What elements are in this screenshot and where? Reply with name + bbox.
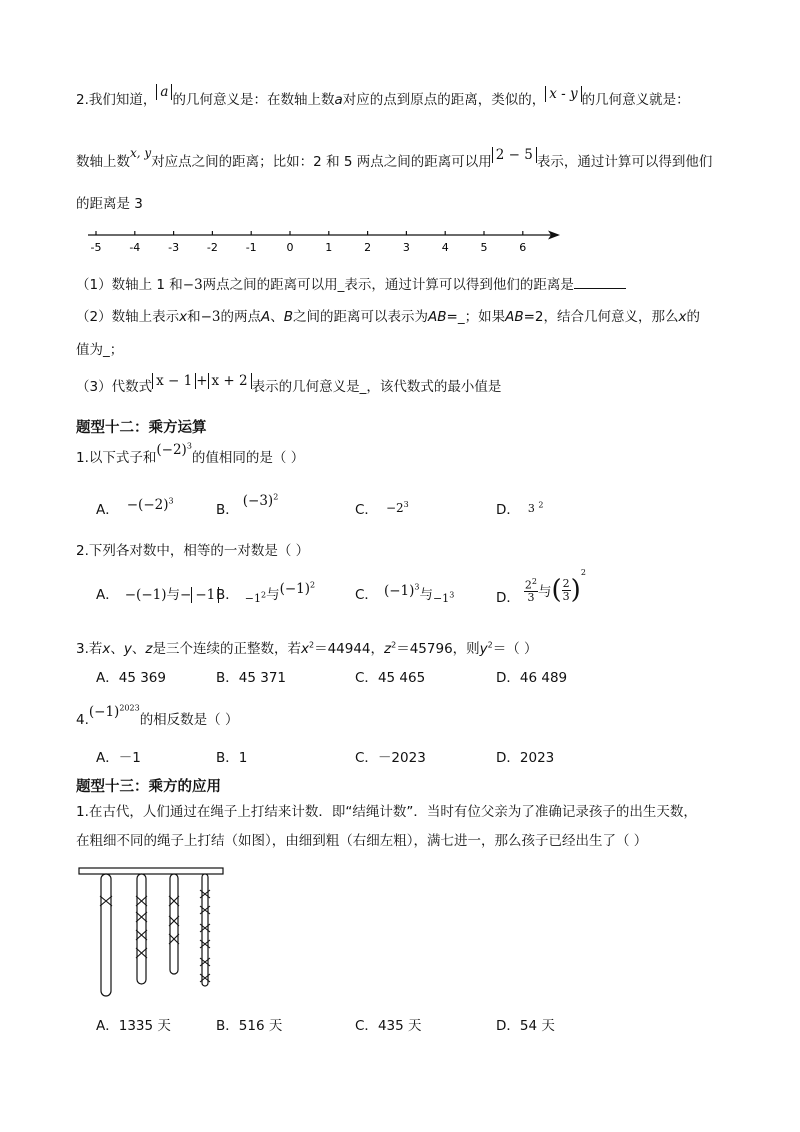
option-label: B．: [216, 750, 239, 766]
point-b: B: [283, 309, 294, 325]
q2-sub2-cont: 值为_；: [76, 342, 124, 358]
s12-q3-option-a[interactable]: [96, 666, 166, 686]
text: 、: [270, 309, 284, 325]
ab-label: AB: [505, 309, 524, 325]
s12-q1-stem: [76, 441, 305, 466]
var: y: [479, 641, 488, 657]
section-title-13: 题型十三：乘方的应用: [76, 779, 221, 795]
var-a: a: [334, 92, 343, 108]
expr-base: −2: [385, 501, 404, 515]
text: 对应点之间的距离；比如：2 和 5 两点之间的距离可以用: [151, 154, 492, 170]
option-text: 45 369: [118, 670, 166, 686]
option-label: C．: [355, 502, 378, 518]
s12-q3-option-d[interactable]: [496, 666, 567, 686]
s12-q1-option-d[interactable]: [496, 498, 544, 518]
text: _；如果: [457, 309, 506, 325]
text: 的: [686, 309, 700, 325]
s12-q4-option-c[interactable]: [355, 746, 426, 766]
s12-q2-option-a[interactable]: [96, 583, 219, 603]
q2-line2: [76, 146, 713, 170]
s12-q4-option-d[interactable]: [496, 746, 554, 766]
expr: −(−1): [124, 587, 167, 603]
abs-neg-1: −1: [191, 587, 219, 603]
var-x: x: [179, 309, 188, 325]
q2-sub1: [76, 273, 626, 293]
exponent: 2: [538, 500, 544, 510]
text: 之间的距离可以表示为: [293, 309, 429, 325]
s12-q4-stem: [76, 703, 239, 728]
expr: [156, 442, 192, 458]
fraction: [562, 578, 571, 603]
option-text: 516 天: [238, 1018, 283, 1034]
option-label: A．: [96, 587, 119, 603]
option-text: －2023: [377, 750, 426, 766]
text: 和: [187, 309, 201, 325]
exponent: 3: [414, 582, 420, 592]
exponent: 2: [308, 640, 315, 650]
number-line-label: -5: [90, 241, 102, 254]
abs-x-y: x - y: [545, 86, 581, 102]
expr-base: (−2): [156, 442, 187, 458]
option-text: 54 天: [519, 1018, 555, 1034]
text: 对应的点到原点的距离，类似的，: [342, 92, 546, 108]
neg-3: −3: [200, 309, 221, 325]
number-line-label: -1: [245, 241, 257, 254]
exponent: 2: [487, 640, 493, 650]
text: 与: [266, 587, 280, 603]
exponent: 3: [403, 500, 409, 509]
expr-base: −1: [432, 592, 450, 605]
s12-q2-stem: 2.下列各对数中，相等的一对数是（ ）: [76, 543, 310, 559]
text: 与: [419, 587, 433, 603]
numerator: 2: [524, 578, 532, 592]
s12-q1-option-c[interactable]: [355, 498, 409, 518]
option-label: D．: [496, 590, 520, 606]
s12-q3-option-c[interactable]: [355, 666, 425, 686]
text: 与: [166, 587, 180, 603]
exponent: 2: [260, 590, 267, 600]
text: ＝44944，: [314, 641, 385, 657]
knot-rope-figure: [78, 862, 228, 1002]
vars-xy: x, y: [130, 146, 152, 160]
number-line: [84, 226, 574, 256]
abs-2-5: 2 − 5: [492, 147, 537, 163]
text: 的相反数是（ ）: [139, 712, 239, 728]
s12-q2-option-c[interactable]: [355, 583, 454, 603]
text: 、: [110, 641, 124, 657]
var-x: x: [678, 309, 687, 325]
exponent: 3: [449, 590, 455, 600]
number-line-label: 1: [325, 241, 333, 254]
number-line-label: 0: [286, 241, 294, 254]
option-label: D．: [496, 670, 520, 686]
s13-q1-option-d[interactable]: [496, 1014, 555, 1034]
rope-bar: [79, 868, 223, 874]
q2-sub3: [76, 375, 501, 395]
text: 的两点: [220, 309, 261, 325]
exponent: 3: [186, 441, 192, 451]
option-label: D．: [496, 1018, 520, 1034]
option-text: 45 371: [238, 670, 287, 686]
s12-q3-option-b[interactable]: [216, 666, 286, 686]
option-label: B．: [216, 1018, 239, 1034]
s13-q1-option-a[interactable]: [96, 1014, 171, 1034]
section-title-12: 题型十二：乘方运算: [76, 420, 207, 436]
fraction: [524, 576, 538, 605]
number-line-label: 2: [364, 241, 372, 254]
text: 1.以下式子和: [76, 450, 157, 466]
expr-base: (−1): [88, 704, 120, 720]
s13-q1-option-b[interactable]: [216, 1014, 282, 1034]
answer-blank: [574, 276, 626, 289]
var: x: [300, 641, 309, 657]
denominator: 3: [527, 591, 535, 605]
exponent: 2: [580, 567, 586, 577]
text: 数轴上数: [76, 154, 130, 170]
exponent: 2: [391, 640, 397, 650]
option-label: A．: [96, 1018, 119, 1034]
text: ＝45796，则: [396, 641, 480, 657]
exponent: 2: [310, 580, 316, 590]
number-line-label: -2: [206, 241, 218, 254]
text: 4.: [76, 712, 89, 728]
text: 的几何意义就是：: [581, 92, 690, 108]
exponent: 2: [531, 576, 537, 586]
knots: [100, 890, 210, 982]
s13-q1-line1: 1.在古代，人们通过在绳子上打结来计数．即“结绳计数”．当时有位父亲为了准确记录孩子的出生天数，: [76, 804, 697, 820]
expr: −: [180, 587, 192, 603]
ab-label: AB=: [428, 309, 458, 325]
text: =2，结合几何意义，那么: [523, 309, 679, 325]
text: 的几何意义是：在数轴上数: [172, 92, 335, 108]
text: （3）代数式: [76, 379, 153, 395]
expr-base: −(−2): [126, 497, 169, 513]
option-label: D．: [496, 502, 520, 518]
denominator: 3: [562, 589, 570, 603]
option-label: A．: [96, 502, 119, 518]
number-line-label: -3: [168, 241, 180, 254]
option-label: A．: [96, 750, 119, 766]
option-text: －1: [118, 750, 141, 766]
s12-q4-option-b[interactable]: [216, 746, 247, 766]
var: x: [102, 641, 111, 657]
expr-base: −1: [244, 592, 261, 605]
option-text: 46 489: [519, 670, 568, 686]
option-label: C．: [355, 750, 378, 766]
option-label: B．: [216, 502, 239, 518]
option-label: C．: [355, 1018, 378, 1034]
option-label: B．: [216, 587, 239, 603]
number-line-label: 4: [441, 241, 449, 254]
expr-base: (−1): [383, 583, 415, 599]
option-label: A．: [96, 670, 119, 686]
option-label: C．: [355, 670, 378, 686]
option-label: B．: [216, 670, 239, 686]
s13-q1-option-c[interactable]: [355, 1014, 422, 1034]
numerator: 2: [562, 576, 570, 590]
plus: +: [196, 373, 208, 389]
q2-line1: [76, 84, 690, 108]
text: （2）数轴上表示: [76, 309, 180, 325]
var: z: [145, 641, 153, 657]
var: y: [123, 641, 132, 657]
option-text: 435 天: [377, 1018, 422, 1034]
s12-q4-option-a[interactable]: [96, 746, 141, 766]
text: 表示，通过计算可以得到他们: [536, 154, 713, 170]
option-label: D．: [496, 750, 520, 766]
text: 表示的几何意义是_，该代数式的最小值是: [251, 379, 502, 395]
exponent: 2: [273, 492, 279, 502]
text: 是三个连续的正整数，若: [152, 641, 301, 657]
number-line-label: -4: [129, 241, 141, 254]
text: 3.若: [76, 641, 103, 657]
option-text: 45 465: [377, 670, 426, 686]
text: 2.我们知道，: [76, 92, 157, 108]
point-a: A: [261, 309, 271, 325]
neg-3: −3: [182, 277, 203, 293]
q2-line3: 的距离是 3: [76, 196, 143, 212]
expr-base: 3: [527, 502, 535, 515]
exponent: 2023: [119, 703, 140, 713]
s12-q3-stem: [76, 637, 538, 657]
text: 、: [131, 641, 146, 657]
abs-x-minus-1: x − 1: [152, 373, 196, 389]
rope-2: [137, 874, 146, 984]
rope-1: [101, 874, 111, 996]
abs-a: a: [156, 84, 172, 100]
abs-x-plus-2: x + 2: [208, 373, 252, 389]
number-line-label: 5: [480, 241, 488, 254]
text: 两点之间的距离可以用_表示，通过计算可以得到他们的距离是: [202, 277, 574, 293]
q2-sub2: [76, 305, 700, 325]
s12-q1-option-a[interactable]: [96, 498, 174, 518]
expr-base: (−3): [242, 493, 274, 509]
text: 的值相同的是（ ）: [191, 450, 305, 466]
option-text: 1335 天: [118, 1018, 171, 1034]
text: 与: [538, 584, 552, 600]
number-line-label: 6: [519, 241, 527, 254]
exponent: 3: [168, 496, 174, 506]
text: ＝（ ）: [492, 641, 538, 657]
s12-q2-option-d[interactable]: D． $\frac{2^2}{3}$ 与( $\frac{2}{3}$ )$^2$: [496, 567, 586, 606]
option-text: 1: [238, 750, 248, 766]
expr-base: (−1): [279, 581, 311, 597]
option-label: C．: [355, 587, 378, 603]
s12-q1-option-b[interactable]: [216, 492, 279, 518]
s12-q2-option-b[interactable]: [216, 580, 316, 605]
var: z: [384, 641, 392, 657]
number-line-label: 3: [402, 241, 410, 254]
option-text: 2023: [519, 750, 555, 766]
s13-q1-line2: 在粗细不同的绳子上打结（如图），由细到粗（右细左粗），满七进一，那么孩子已经出生了（ ）: [76, 833, 648, 849]
text: （1）数轴上 1 和: [76, 277, 183, 293]
